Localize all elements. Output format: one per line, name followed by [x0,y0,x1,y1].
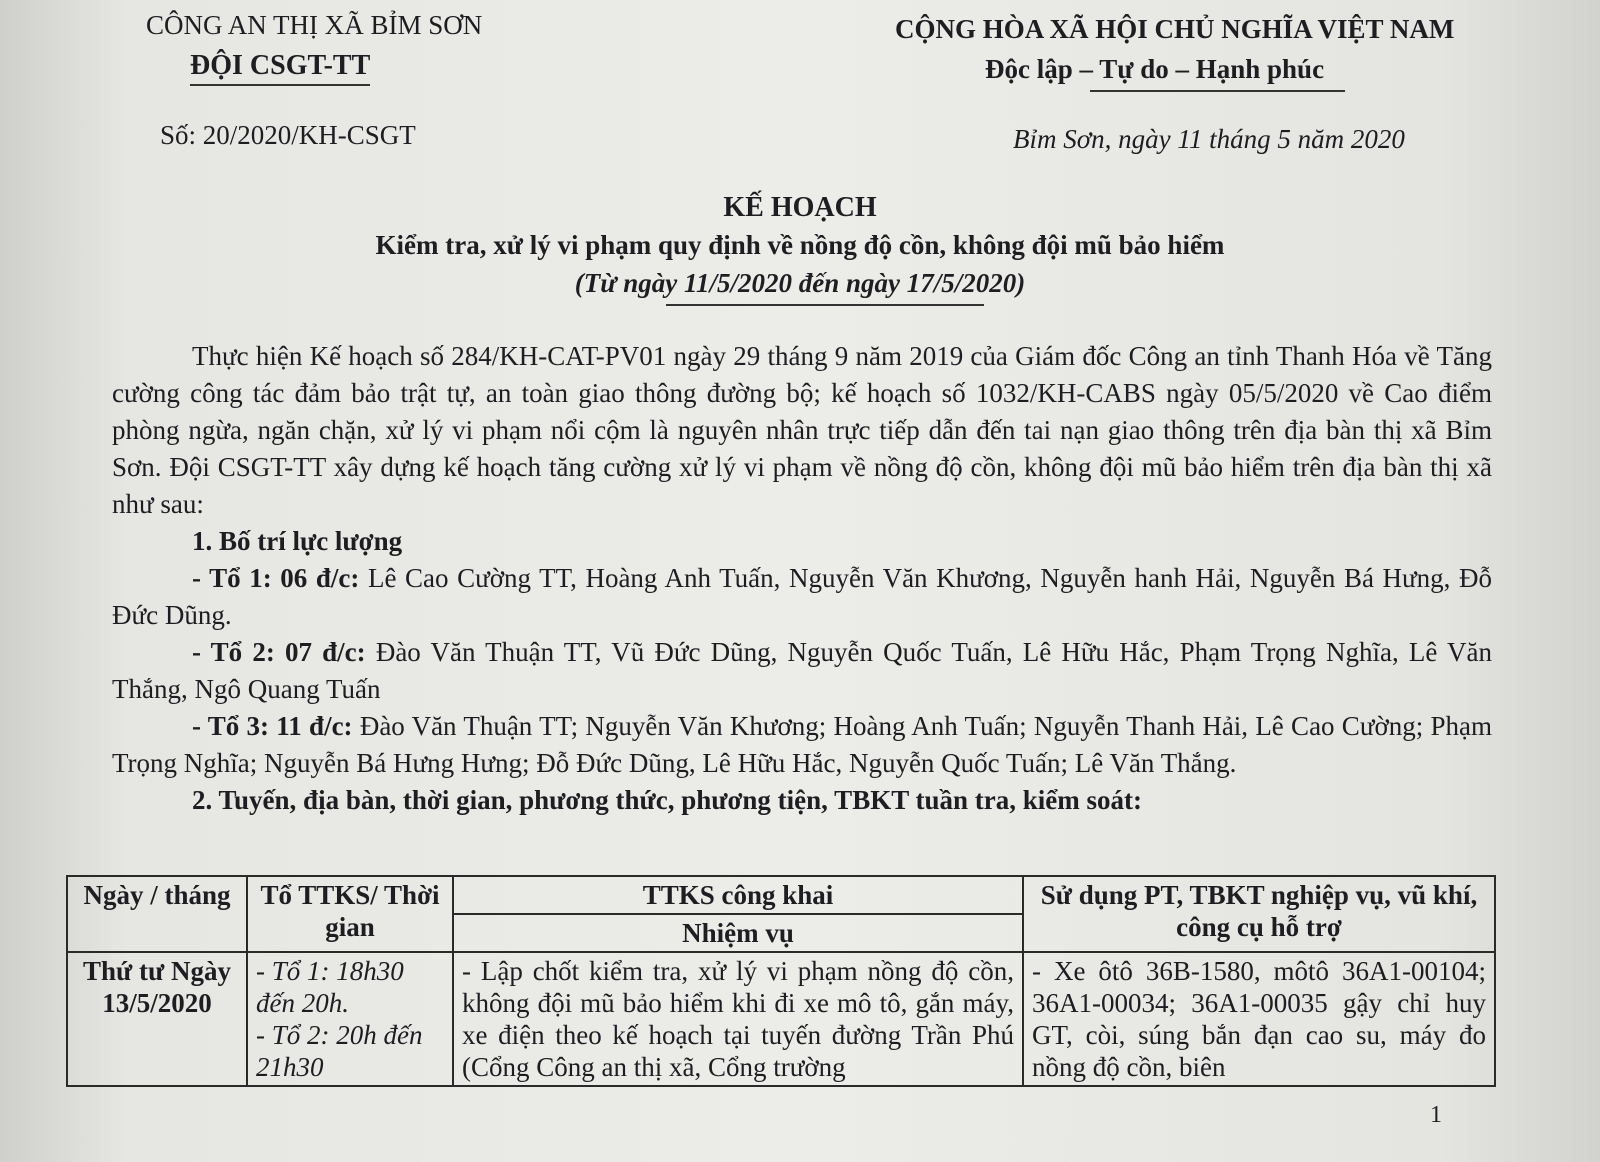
team-3-members: Đào Văn Thuận TT; Nguyễn Văn Khương; Hoàng Anh Tuấn; Nguyễn Thanh Hải, Lê Cao Cường; Phạm Trọng Nghĩa; Nguyễn Bá Hưng Hưng; Đỗ Đức Dũng, Lê Hữu Hắc, Nguyễn Quốc Tuấn; Lê Văn Thắng. [112,711,1492,778]
page-number: 1 [1430,1102,1442,1128]
table-row [67,952,1495,1086]
place-date: Bỉm Sơn, ngày 11 tháng 5 năm 2020 [1013,124,1405,154]
team-2-members: Đào Văn Thuận TT, Vũ Đức Dũng, Nguyễn Quốc Tuấn, Lê Hữu Hắc, Phạm Trọng Nghĩa, Lê Văn Thắng, Ngô Quang Tuấn [112,637,1493,704]
table-header-row [67,876,1495,914]
team-3-label: - Tổ 3: 11 đ/c: [192,711,353,741]
cell-team-time [247,952,453,1086]
cell-equipment: - Xe ôtô 36B-1580, môtô 36A1-00104; 36A1-00034; 36A1-00035 gậy chỉ huy GT, còi, súng bắn đạn cao su, máy đo nồng độ cồn, biên [1023,952,1495,1086]
team-3-paragraph [112,708,1492,782]
section-2-heading: 2. Tuyến, địa bàn, thời gian, phương thức, phương tiện, TBKT tuần tra, kiểm soát: [192,785,1142,815]
team-1-time: - Tổ 1: 18h30 đến 20h. [256,956,404,1018]
agency-name: CÔNG AN THỊ XÃ BỈM SƠN [146,10,483,40]
document-number: Số: 20/2020/KH-CSGT [160,120,416,150]
document-body [112,338,1492,819]
team-2-label: - Tổ 2: 07 đ/c: [192,637,366,667]
unit-underline [190,84,370,86]
cell-date: Thứ tư Ngày 13/5/2020 [67,952,247,1086]
document-subject: Kiểm tra, xử lý vi phạm quy định về nồng độ cồn, không đội mũ bảo hiểm [375,230,1225,260]
header-date: Ngày / tháng [67,876,247,952]
team-1-paragraph [112,560,1492,634]
section-1-heading: 1. Bố trí lực lượng [192,526,403,556]
team-1-members: Lê Cao Cường TT, Hoàng Anh Tuấn, Nguyễn Văn Khương, Nguyễn hanh Hải, Nguyễn Bá Hưng, Đỗ Đức Dũng. [112,563,1492,630]
patrol-plan-table [66,875,1496,1087]
team-2-paragraph [112,634,1492,708]
header-equipment: Sử dụng PT, TBKT nghiệp vụ, vũ khí, công cụ hỗ trợ [1023,876,1495,952]
header-task: Nhiệm vụ [453,914,1023,952]
cell-task: - Lập chốt kiểm tra, xử lý vi phạm nồng độ cồn, không đội mũ bảo hiểm khi đi xe mô tô, gắn máy, xe điện theo kế hoạch tại tuyến đường Trần Phú (Cổng Công an thị xã, Cổng trường [453,952,1023,1086]
period-underline [666,304,984,306]
team-2-time: - Tổ 2: 20h đến 21h30 [256,1020,423,1082]
header-team-time: Tổ TTKS/ Thời gian [247,876,453,952]
motto-underline [1090,90,1345,92]
header-public-control: TTKS công khai [453,876,1023,914]
document-period: (Từ ngày 11/5/2020 đến ngày 17/5/2020) [574,268,1026,298]
document-title: KẾ HOẠCH [723,192,877,223]
motto: Độc lập – Tự do – Hạnh phúc [985,54,1325,84]
unit-name: ĐỘI CSGT-TT [190,50,371,81]
intro-paragraph: Thực hiện Kế hoạch số 284/KH-CAT-PV01 ngày 29 tháng 9 năm 2019 của Giám đốc Công an tỉnh Thanh Hóa về Tăng cường công tác đảm bảo trật tự, an toàn giao thông đường bộ; kế hoạch số 1032/KH-CABS ngày 05/5/2020 về Cao điểm phòng ngừa, ngăn chặn, xử lý vi phạm nổi cộm là nguyên nhân trực tiếp dẫn đến tai nạn giao thông trên địa bàn thị xã Bỉm Sơn. Đội CSGT-TT xây dựng kế hoạch tăng cường xử lý vi phạm về nồng độ cồn, không đội mũ bảo hiểm trên địa bàn thị xã như sau: [112,341,1492,519]
nation-name: CỘNG HÒA XÃ HỘI CHỦ NGHĨA VIỆT NAM [895,14,1455,44]
team-1-label: - Tổ 1: 06 đ/c: [192,563,360,593]
